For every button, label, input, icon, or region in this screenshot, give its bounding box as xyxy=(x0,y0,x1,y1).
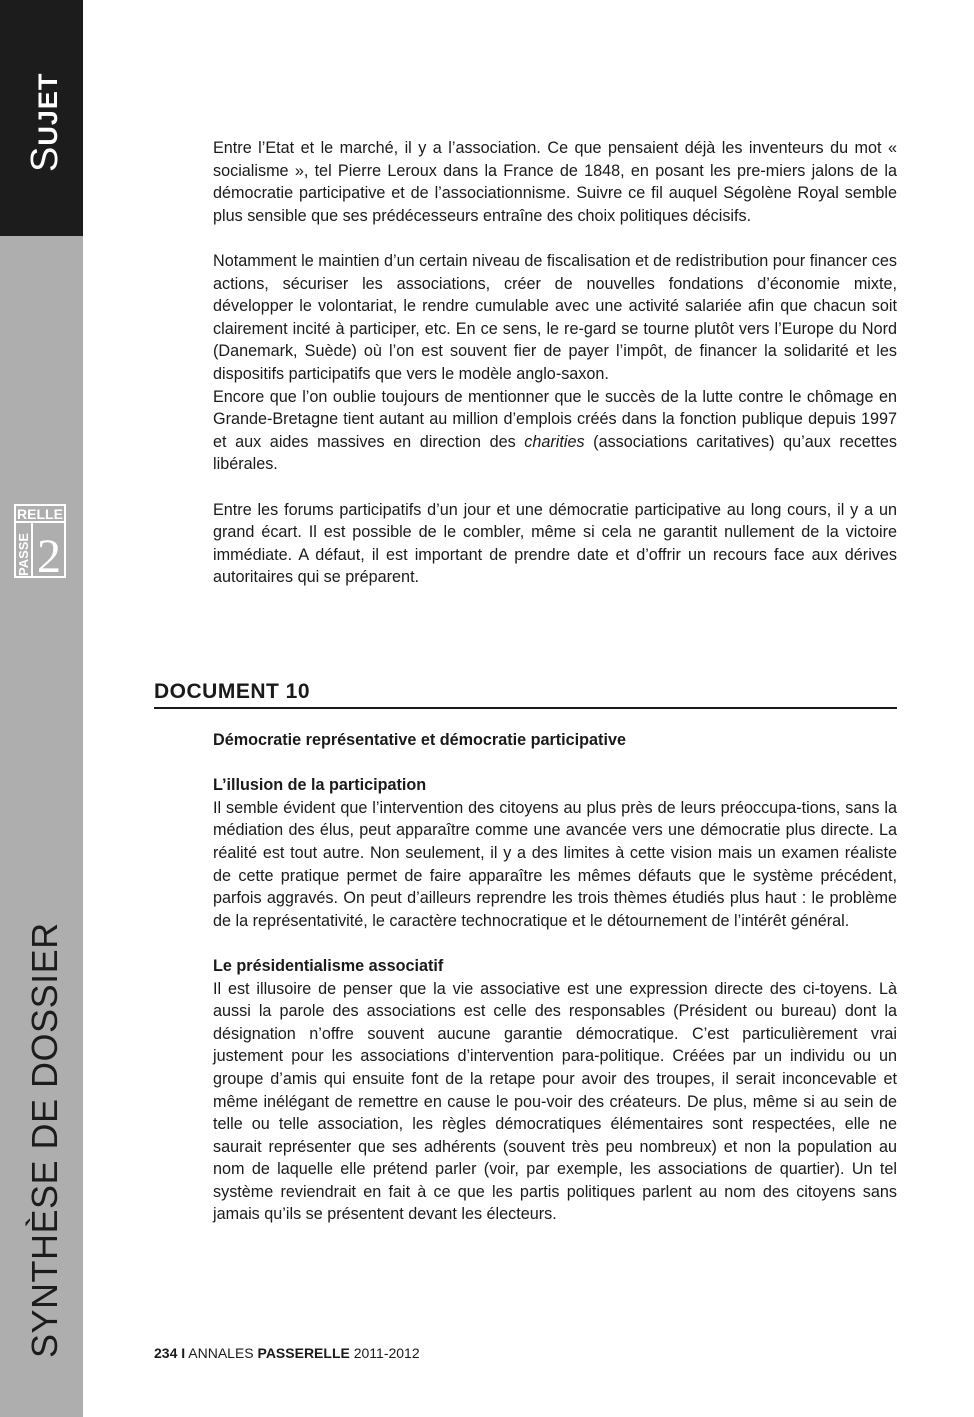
logo-side-text: PASSE xyxy=(16,532,31,576)
section-label: SUJET xyxy=(24,72,66,172)
logo-top-text: RELLE xyxy=(17,506,63,522)
page-footer: 234 I ANNALES PASSERELLE 2011-2012 xyxy=(154,1345,420,1361)
document-title: Démocratie représentative et démocratie participative xyxy=(213,731,626,749)
document-heading: DOCUMENT 10 xyxy=(154,680,897,709)
paragraph: Notamment le maintien d’un certain niveau de fiscalisation et de redistribution pour financer ces actions, sécuriser les associations, créer de nouvelles fondations d’économie mixte, développer le volontariat, le rendre cumulable avec une activité salariée afin que chacun soit clairement incité à participer, etc. En ce sens, le re-gard se tourne plutôt vers l’Europe du Nord (Danemark, Suède) où l’on est souvent fier de payer l’impôt, de financer la solidarité et les dispositifs participatifs que vers le modèle anglo-saxon. xyxy=(213,251,897,383)
section-heading: Le présidentialisme associatif xyxy=(213,956,444,975)
section-heading: L’illusion de la participation xyxy=(213,776,427,795)
passerelle-2-logo xyxy=(14,504,66,578)
vertical-section-title: SYNTHÈSE DE DOSSIER xyxy=(24,922,65,1358)
paragraph: Il semble évident que l’intervention des citoyens au plus près de leurs préoccupa-tions, sans la médiation des élus, peut apparaître comme une avancée vers une démocratie plus directe. La réalité est tout autre. Non seulement, il y a des limites à cette vision mais un examen réaliste de cette pratique permet de faire apparaître les mêmes défauts que le système précédent, parfois aggravés. On peut d’ailleurs reprendre les trois thèmes étudiés plus haut : le problème de la représentativité, le caractère technocratique et le détournement de l’intérêt général. xyxy=(213,798,897,930)
intro-text xyxy=(213,137,897,589)
paragraph: Encore que l’on oublie toujours de mentionner que le succès de la lutte contre le chômage en Grande-Bretagne tient autant au million d’emplois créés dans la fonction publique depuis 1997 et aux aides massives en direction des charities (associations caritatives) qu’aux recettes libérales. xyxy=(213,387,898,474)
document-body xyxy=(213,729,897,1226)
page-number: 234 xyxy=(154,1345,178,1361)
paragraph: Entre l’Etat et le marché, il y a l’association. Ce que pensaient déjà les inventeurs du mot « socialisme », tel Pierre Leroux dans la France de 1848, en posant les pre-miers jalons de la démocratie participative et de l’associationnisme. Suivre ce fil auquel Ségolène Royal semble plus sensible que ses prédécesseurs entraîne des choix politiques décisifs. xyxy=(213,139,897,225)
brand-name: PASSERELLE xyxy=(257,1345,350,1361)
paragraph: Il est illusoire de penser que la vie associative est une expression directe des ci-toyens. Là aussi la parole des associations est celle des responsables (Président ou bureau) dont la désignation n’offre souvent aucune garantie démocratique. C’est particulièrement vrai justement pour les associations d’intervention para-politique. Créées par un individu ou un groupe d’amis qui ensuite font de la retape pour avoir des troupes, il serait inconcevable et même inélégant de remettre en cause le pou-voir des créateurs. De plus, même si au sein de telle ou telle association, les règles démocratiques élémentaires sont respectées, elle ne saurait représenter que ses adhérents (souvent très peu nombreux) et non la population au nom de laquelle elle prétend parler (voir, par exemple, les associations de quartier). Un tel système reviendrait en fait à ce que les partis politiques parlent au nom des citoyens sans jamais qu’ils se présentent devant les électeurs. xyxy=(213,979,897,1224)
logo-number: 2 xyxy=(37,530,61,578)
paragraph: Entre les forums participatifs d’un jour et une démocratie participative au long cours, il y a un grand écart. Il est possible de le combler, même si cela ne garantit nullement de la victoire immédiate. A défaut, il est important de prendre date et d’offrir un recours face aux dérives autoritaires qui se préparent. xyxy=(213,500,897,587)
